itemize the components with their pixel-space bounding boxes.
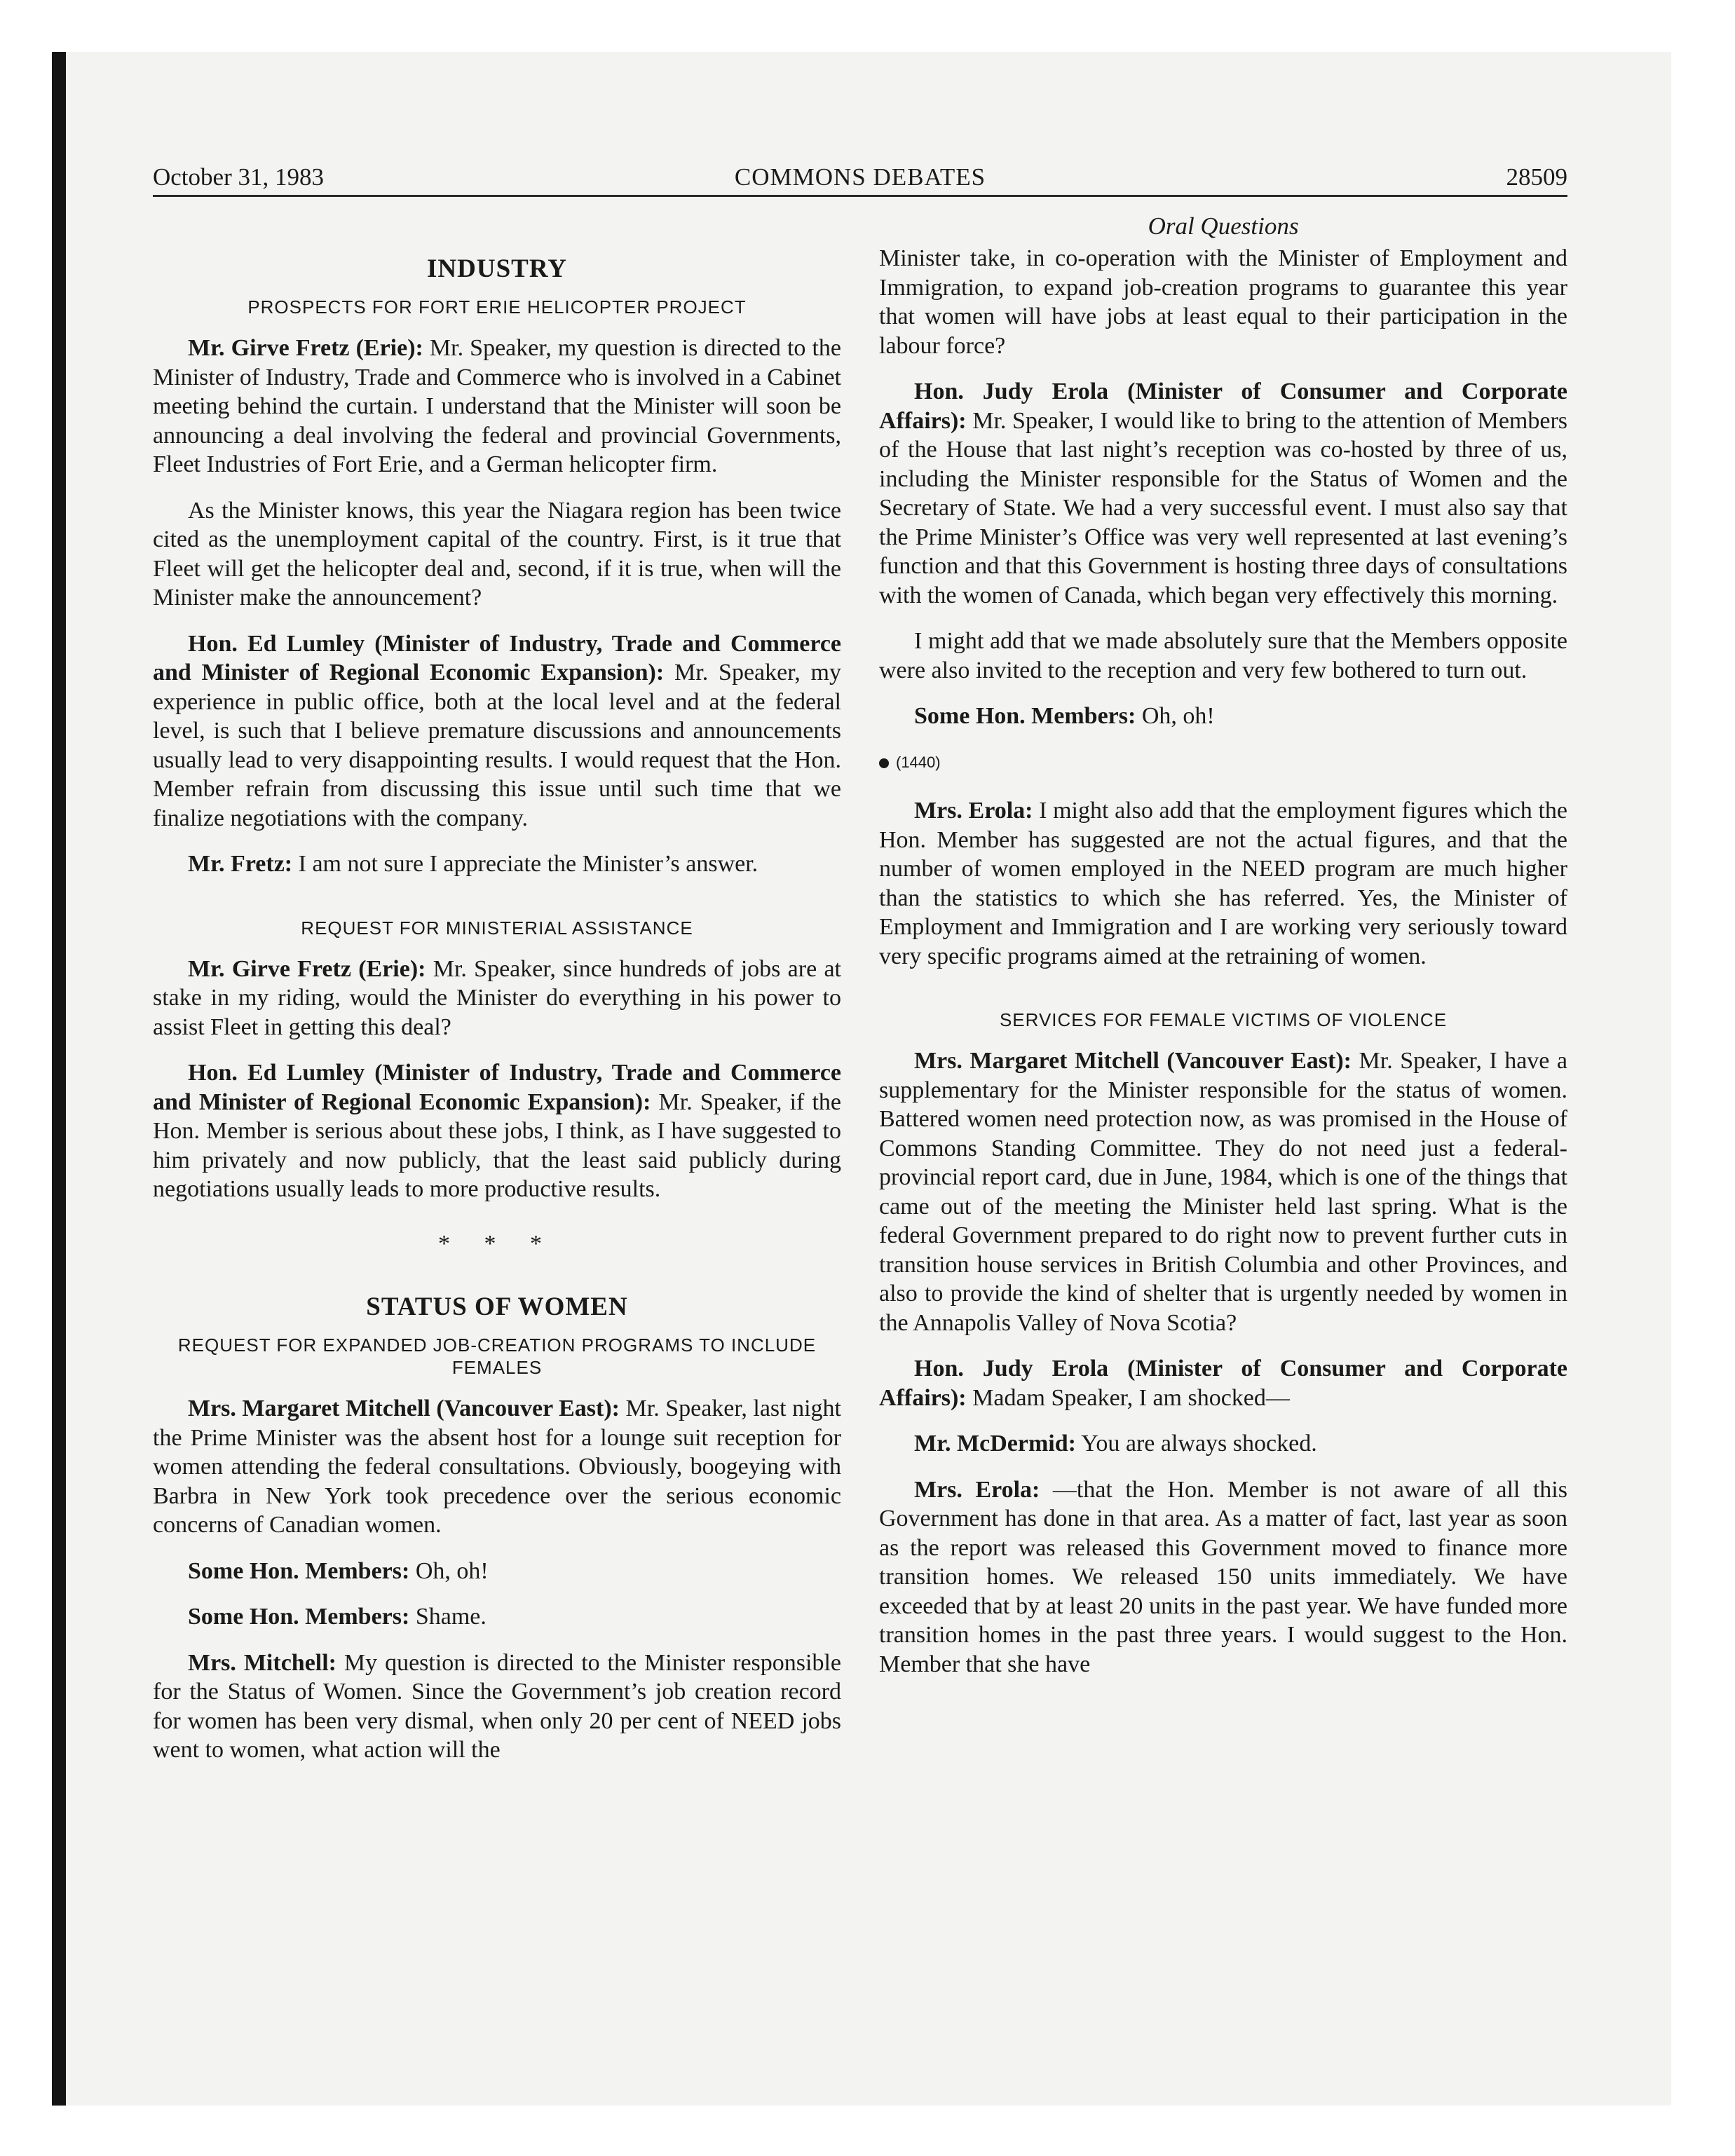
speaker-name: Mr. Girve Fretz (Erie): (188, 955, 426, 982)
paragraph (153, 1394, 841, 1540)
section-separator: * * * (438, 1230, 556, 1257)
speech-text: You are always shocked. (1075, 1431, 1317, 1456)
speaker-name: Mrs. Margaret Mitchell (Vancouver East): (914, 1048, 1352, 1074)
speech-text: Mr. Speaker, last night the Prime Minister was the absent host for a lounge suit reception for women attending the federal consultations. Obviously, boogeying with Barbra in New York took precedence over the serious economic concerns of Canadian women. (153, 1396, 841, 1538)
paragraph (879, 796, 1567, 971)
speaker-name: Hon. Judy Erola (Minister of Consumer and Corporate Affairs): (879, 378, 1567, 434)
speech-text: I might also add that the employment figures which the Hon. Member has suggested are not the actual figures, and that the number of women employed in the NEED program are much higher than the statistics to which she has referred. Yes, the Minister of Employment and Immigration and I are working very seriously toward very specific programs aimed at the retraining of women. (879, 798, 1567, 969)
speaker-name: Hon. Judy Erola (Minister of Consumer and Corporate Affairs): (879, 1356, 1567, 1411)
speaker-name: Mr. Fretz: (188, 851, 293, 877)
speaker-name: Mrs. Margaret Mitchell (Vancouver East): (188, 1396, 620, 1421)
paragraph (153, 1058, 841, 1204)
running-head: Oral Questions (1148, 212, 1299, 240)
paragraph (153, 629, 841, 833)
paragraph: I might add that we made absolutely sure that the Members opposite were also invited to the reception and very few bothered to turn out. (879, 628, 1567, 683)
speech-text: My question is directed to the Minister responsible for the Status of Women. Since the Government’s job creation record for women has been very dismal, when only 20 per cent of NEED jobs went to women, what action will the (153, 1649, 842, 1763)
right-column (879, 209, 1567, 1696)
paragraph (879, 1046, 1567, 1337)
speech-text: Oh, oh! (1136, 703, 1215, 729)
speech-text: I am not sure I appreciate the Minister’s answer. (292, 851, 758, 877)
speech-text: Oh, oh! (409, 1557, 489, 1584)
time-marker (879, 748, 1567, 777)
paragraph (879, 377, 1567, 610)
speaker-name: Some Hon. Members: (188, 1604, 410, 1630)
paragraph (879, 702, 1567, 731)
paragraph (153, 955, 841, 1042)
speaker-name: Mrs. Erola: (914, 798, 1033, 824)
speaker-name: Mrs. Mitchell: (188, 1649, 336, 1676)
speaker-name: Mr. McDermid: (914, 1431, 1076, 1456)
paragraph (153, 1602, 841, 1632)
subheading-ministerial-assistance: REQUEST FOR MINISTERIAL ASSISTANCE (301, 917, 693, 939)
paragraph (153, 1557, 841, 1586)
speech-text: Mr. Speaker, my experience in public office, both at the local level and at the federal level, is such that I believe premature discussions and announcements usually lead to very disappointing results. I would request that the Hon. Member refrain from discussing this issue until such time that we finalize negotiations with the company. (153, 660, 841, 831)
paragraph (879, 1354, 1567, 1412)
header-date: October 31, 1983 (153, 163, 324, 191)
speech-text: Mr. Speaker, I would like to bring to the attention of Members of the House that last night’s reception was co-hosted by three of us, including the Minister responsible for the Status of Women and the Secretary of State. We had a very successful event. I must also say that the Prime Minister’s Office was very well represented at last evening’s function and that this Government is hosting three days of consultations with the women of Canada, which began very effectively this morning. (879, 407, 1567, 608)
speaker-name: Hon. Ed Lumley (Minister of Industry, Trade and Commerce and Minister of Regional Economic Expansion): (153, 1060, 841, 1115)
paragraph: Minister take, in co-operation with the Minister of Employment and Immigration, to expand job-creation programs to guarantee this year that women will have jobs at least equal to their participation in the labour force? (879, 245, 1567, 359)
speech-text: Mr. Speaker, I have a supplementary for the Minister responsible for the status of women. Battered women need protection now, as was promised in the House of Commons Standing Committee. They do not need just a federal-provincial report card, due in June, 1984, which is one of the things that came out of the meeting the Minister held last spring. What is the federal Government prepared to do right now to prevent further cuts in transition house services in British Columbia and other Provinces, and also to provide the kind of shelter that is urgently needed by women in the Annapolis Valley of Nova Scotia? (879, 1048, 1567, 1336)
subheading-female-victims: SERVICES FOR FEMALE VICTIMS OF VIOLENCE (999, 1009, 1448, 1030)
paragraph: As the Minister knows, this year the Niagara region has been twice cited as the unemployment capital of the country. First, is it true that Fleet will get the helicopter deal and, second, if it is true, when will the Minister make the announcement? (153, 497, 841, 610)
paragraph (153, 334, 841, 479)
speaker-name: Some Hon. Members: (188, 1557, 410, 1584)
speech-text: Mr. Speaker, my question is directed to the Minister of Industry, Trade and Commerce who is involved in a Cabinet meeting behind the curtain. I understand that the Minister will soon be announcing a deal involving the federal and provincial Governments, Fleet Industries of Fort Erie, and a German helicopter firm. (153, 335, 842, 477)
speaker-name: Some Hon. Members: (914, 703, 1136, 729)
page-header (153, 160, 1567, 197)
paragraph (153, 1649, 841, 1765)
speaker-name: Hon. Ed Lumley (Minister of Industry, Trade and Commerce and Minister of Regional Economic Expansion): (153, 630, 841, 685)
bullet-icon (879, 758, 889, 768)
speech-text: Shame. (409, 1604, 487, 1630)
paragraph (153, 850, 841, 879)
speech-text: Mr. Speaker, since hundreds of jobs are at stake in my riding, would the Minister do everything in his power to assist Fleet in getting this deal? (153, 955, 841, 1040)
speech-text: Mr. Speaker, if the Hon. Member is serious about these jobs, I think, as I have suggested to him privately and now publicly, that the least said publicly during negotiations usually leads to more productive results. (153, 1089, 841, 1202)
paragraph (879, 1429, 1567, 1459)
header-page-number: 28509 (1506, 163, 1567, 191)
time-marker-label: (1440) (896, 753, 941, 771)
subheading-fort-erie: PROSPECTS FOR FORT ERIE HELICOPTER PROJECT (247, 296, 747, 318)
speech-text: Madam Speaker, I am shocked— (966, 1384, 1290, 1411)
speaker-name: Mr. Girve Fretz (Erie): (188, 335, 423, 361)
subheading-job-creation: REQUEST FOR EXPANDED JOB-CREATION PROGRAMS TO INCLUDE FEMALES (177, 1335, 817, 1378)
speech-text: —that the Hon. Member is not aware of all this Government has done in that area. As a matter of fact, last year as soon as the report was released this Government moved to finance more transition homes. We released 150 units immediately. We have exceeded that by at least 20 units in the past year. We have funded more transition homes in the past three years. I would suggest to the Hon. Member that she have (879, 1476, 1567, 1677)
binding-edge (52, 52, 66, 2106)
paragraph (879, 1475, 1567, 1679)
speaker-name: Mrs. Erola: (914, 1476, 1040, 1503)
header-publication: COMMONS DEBATES (734, 163, 986, 191)
left-column (153, 209, 841, 1782)
section-heading-industry: INDUSTRY (427, 254, 567, 283)
section-heading-status-of-women: STATUS OF WOMEN (366, 1292, 628, 1321)
